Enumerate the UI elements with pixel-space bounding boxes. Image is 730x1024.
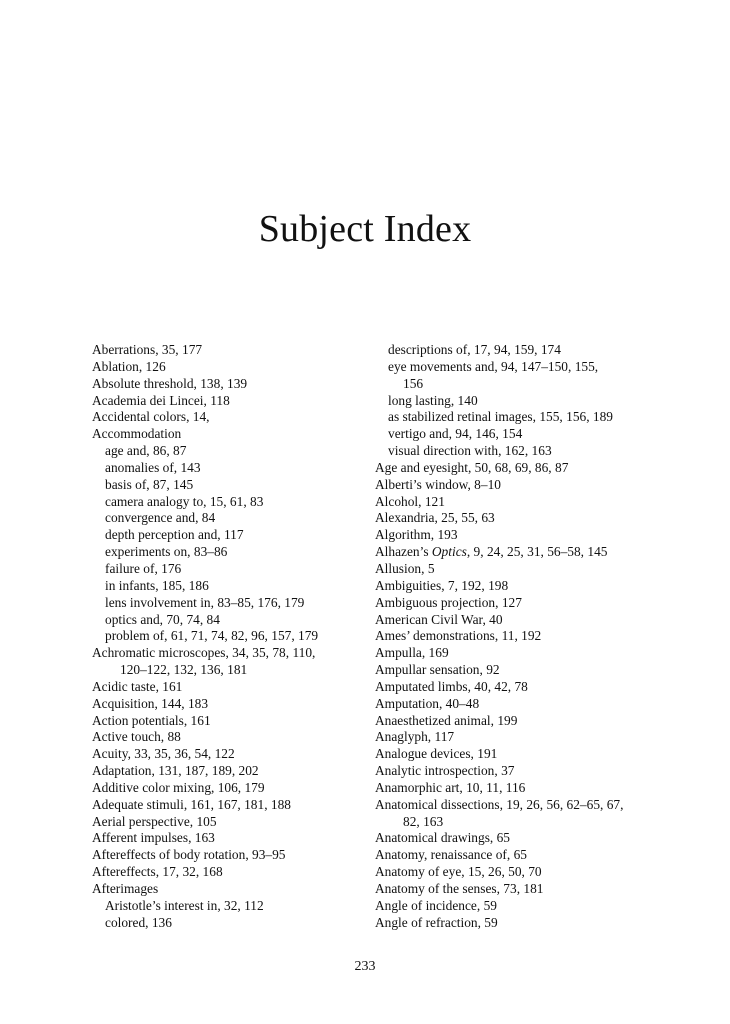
index-entry: Acidic taste, 161	[92, 678, 183, 694]
index-entry: Amputation, 40–48	[375, 695, 480, 711]
index-entry: Anatomy of eye, 15, 26, 50, 70	[375, 864, 542, 880]
index-subentry: Aristotle’s interest in, 32, 112	[105, 897, 264, 913]
page-number: 233	[354, 959, 376, 974]
index-subentry: long lasting, 140	[388, 392, 478, 408]
index-subentry: camera analogy to, 15, 61, 83	[105, 493, 264, 509]
index-entry-continuation: 156	[403, 375, 424, 391]
index-entry: Anatomy, renaissance of, 65	[375, 847, 527, 863]
index-subentry: failure of, 176	[105, 560, 182, 576]
index-entry: Ambiguous projection, 127	[375, 594, 522, 610]
index-entry: Anatomical drawings, 65	[375, 830, 510, 846]
index-column-left	[92, 342, 382, 932]
page-title: Subject Index	[258, 208, 472, 250]
index-entry: Analogue devices, 191	[375, 746, 498, 762]
index-subentry: anomalies of, 143	[105, 459, 201, 475]
index-subentry: visual direction with, 162, 163	[388, 443, 552, 459]
index-entry: Age and eyesight, 50, 68, 69, 86, 87	[375, 459, 569, 475]
index-entry: Accidental colors, 14,	[92, 409, 210, 425]
index-entry: Alexandria, 25, 55, 63	[375, 510, 495, 526]
index-subentry: in infants, 185, 186	[105, 577, 209, 593]
index-entry: Angle of refraction, 59	[375, 914, 498, 930]
index-entry: Anamorphic art, 10, 11, 116	[375, 779, 526, 795]
index-entry: Anatomy of the senses, 73, 181	[375, 881, 544, 896]
index-entry: Alberti’s window, 8–10	[375, 476, 501, 492]
index-entry: Additive color mixing, 106, 179	[92, 779, 265, 795]
index-entry: Amputated limbs, 40, 42, 78	[375, 678, 528, 694]
index-subentry: experiments on, 83–86	[105, 544, 228, 560]
index-entry: Afterimages	[92, 881, 159, 896]
index-entry: Ampullar sensation, 92	[375, 662, 500, 678]
index-entry: Aberrations, 35, 177	[92, 342, 203, 357]
index-entry: Ampulla, 169	[375, 645, 449, 661]
index-entry: Algorithm, 193	[375, 527, 458, 543]
index-entry: Accommodation	[92, 426, 182, 442]
index-entry: Ablation, 126	[92, 358, 166, 374]
index-entry: American Civil War, 40	[375, 611, 503, 627]
index-subentry: depth perception and, 117	[105, 527, 244, 543]
index-entry: Aerial perspective, 105	[92, 813, 217, 829]
index-column-right	[375, 342, 675, 932]
index-entry: Ambiguities, 7, 192, 198	[375, 577, 509, 593]
index-entry-continuation: 82, 163	[403, 813, 444, 829]
index-subentry: convergence and, 84	[105, 510, 216, 526]
index-subentry: as stabilized retinal images, 155, 156, 189	[388, 409, 613, 425]
index-entry: Action potentials, 161	[92, 712, 211, 728]
index-entry: Aftereffects of body rotation, 93–95	[92, 847, 286, 863]
index-subentry: eye movements and, 94, 147–150, 155,	[388, 358, 599, 374]
index-entry: Adaptation, 131, 187, 189, 202	[92, 763, 259, 779]
index-entry: Active touch, 88	[92, 729, 181, 745]
index-entry: Acuity, 33, 35, 36, 54, 122	[92, 746, 235, 762]
index-entry: Academia dei Lincei, 118	[92, 392, 230, 408]
index-subentry: age and, 86, 87	[105, 443, 187, 459]
index-entry: Achromatic microscopes, 34, 35, 78, 110,	[92, 645, 316, 661]
index-entry: Absolute threshold, 138, 139	[92, 375, 248, 391]
index-entry: Anaglyph, 117	[375, 729, 455, 745]
index-subentry: vertigo and, 94, 146, 154	[388, 426, 523, 442]
index-subentry: optics and, 70, 74, 84	[105, 611, 220, 627]
index-entry: Aftereffects, 17, 32, 168	[92, 864, 223, 880]
index-subentry: colored, 136	[105, 914, 172, 930]
index-subentry: descriptions of, 17, 94, 159, 174	[388, 342, 561, 357]
index-entry: Acquisition, 144, 183	[92, 695, 209, 711]
index-entry: Angle of incidence, 59	[375, 897, 497, 913]
index-entry: Analytic introspection, 37	[375, 763, 515, 779]
index-entry: Anatomical dissections, 19, 26, 56, 62–65, 67,	[375, 796, 624, 812]
index-subentry: basis of, 87, 145	[105, 476, 194, 492]
index-entry: Alcohol, 121	[375, 493, 445, 509]
index-entry-continuation: 120–122, 132, 136, 181	[120, 662, 248, 678]
index-entry: Ames’ demonstrations, 11, 192	[375, 628, 542, 644]
index-entry: Anaesthetized animal, 199	[375, 712, 518, 728]
index-entry: Adequate stimuli, 161, 167, 181, 188	[92, 796, 291, 812]
index-entry: Alhazen’s Optics, 9, 24, 25, 31, 56–58, 145	[375, 544, 608, 560]
index-subentry: lens involvement in, 83–85, 176, 179	[105, 594, 305, 610]
index-entry: Afferent impulses, 163	[92, 830, 215, 846]
index-subentry: problem of, 61, 71, 74, 82, 96, 157, 179	[105, 628, 319, 644]
index-entry: Allusion, 5	[375, 560, 435, 576]
